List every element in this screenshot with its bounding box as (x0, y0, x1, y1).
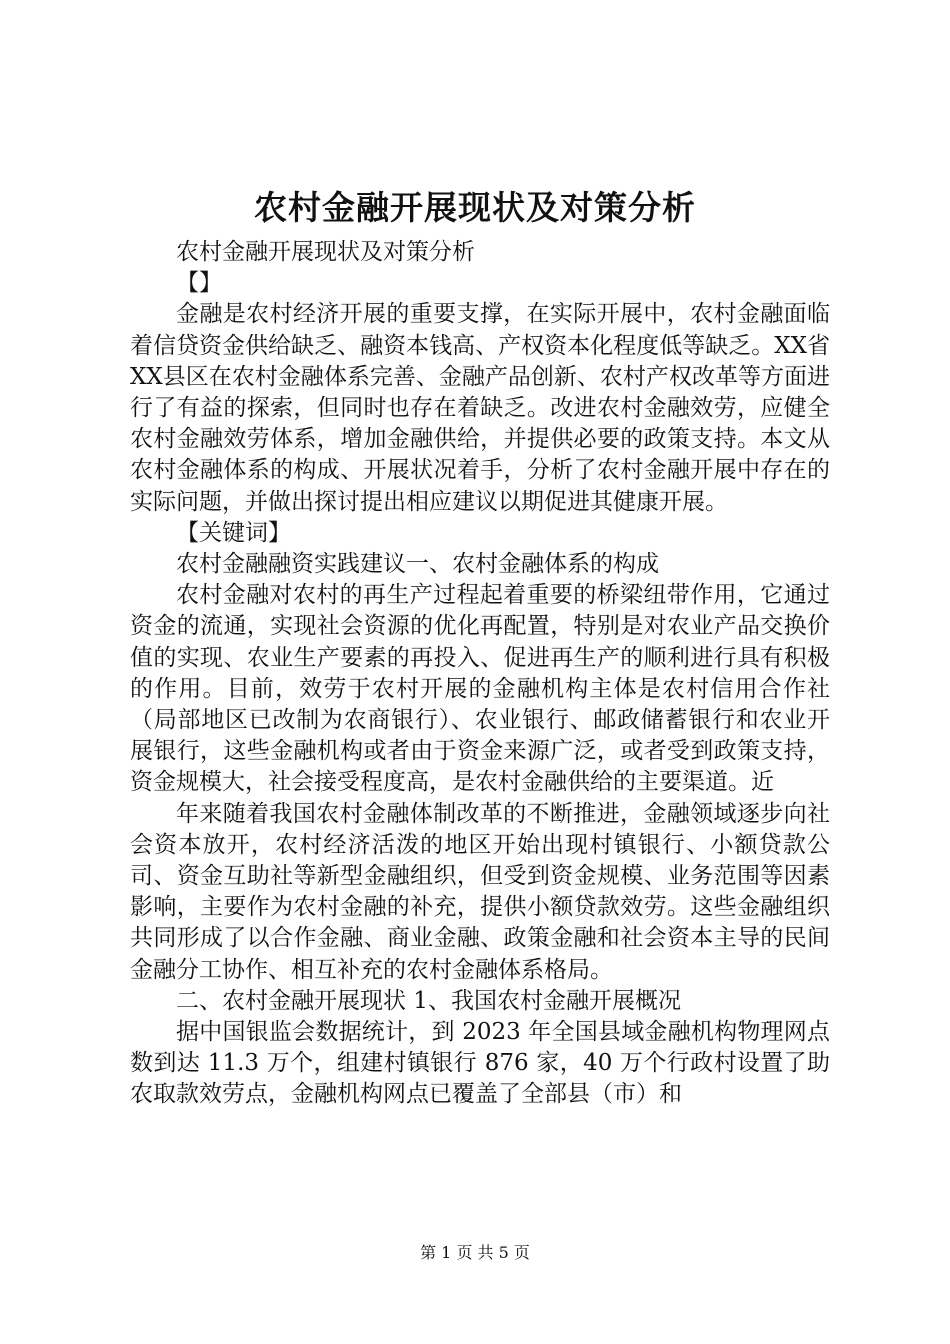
document-title: 农村金融开展现状及对策分析 (254, 188, 696, 227)
section-1-paragraph-2: 年来随着我国农村金融体制改革的不断推进，金融领域逐步向社会资本放开，农村经济活泼的地区开始出现村镇银行、小额贷款公司、资金互助社等新型金融组织，但受到资金规模、业务范围等因素影响，主要作为农村金融的补充，提供小额贷款效劳。这些金融组织共同形成了以合作金融、商业金融、政策金融和社会资本主导的民间金融分工协作、相互补充的农村金融体系格局。 (130, 800, 830, 983)
abstract-label: 【】 (176, 270, 222, 297)
keywords-and-section-1-heading: 农村金融融资实践建议一、农村金融体系的构成 (176, 551, 659, 578)
subtitle-paragraph: 农村金融开展现状及对策分析 (176, 239, 475, 265)
abstract-paragraph: 金融是农村经济开展的重要支撑，在实际开展中，农村金融面临着信贷资金供给缺乏、融资本钱高、产权资本化程度低等缺乏。XX省XX县区在农村金融体系完善、金融产品创新、农村产权改革等方面进行了有益的探索，但同时也存在着缺乏。改进农村金融效劳，应健全农村金融效劳体系，增加金融供给，并提供必要的政策支持。本文从农村金融体系的构成、开展状况着手，分析了农村金融开展中存在的实际问题，并做出探讨提出相应建议以期促进其健康开展。 (130, 301, 830, 515)
keywords-label: 【关键词】 (176, 519, 291, 546)
section-1-paragraph-1: 农村金融对农村的再生产过程起着重要的桥梁纽带作用，它通过资金的流通，实现社会资源的优化再配置，特别是对农业产品交换价值的实现、农业生产要素的再投入、促进再生产的顺利进行具有积极的作用。目前，效劳于农村开展的金融机构主体是农村信用合作社（局部地区已改制为农商银行）、农业银行、邮政储蓄银行和农业开展银行，这些金融机构或者由于资金来源广泛，或者受到政策支持，资金规模大，社会接受程度高，是农村金融供给的主要渠道。近 (130, 582, 830, 796)
page-footer: 第 1 页 共 5 页 (420, 1243, 530, 1262)
section-2-paragraph-1: 据中国银监会数据统计，到 2023 年全国县域金融机构物理网点数到达 11.3 万个，组建村镇银行 876 家，40 万个行政村设置了助农取款效劳点，金融机构网点已覆盖了全部县（市）和 (130, 1019, 830, 1108)
document-body (130, 237, 830, 1111)
section-2-heading: 二、农村金融开展现状 1、我国农村金融开展概况 (176, 987, 681, 1014)
